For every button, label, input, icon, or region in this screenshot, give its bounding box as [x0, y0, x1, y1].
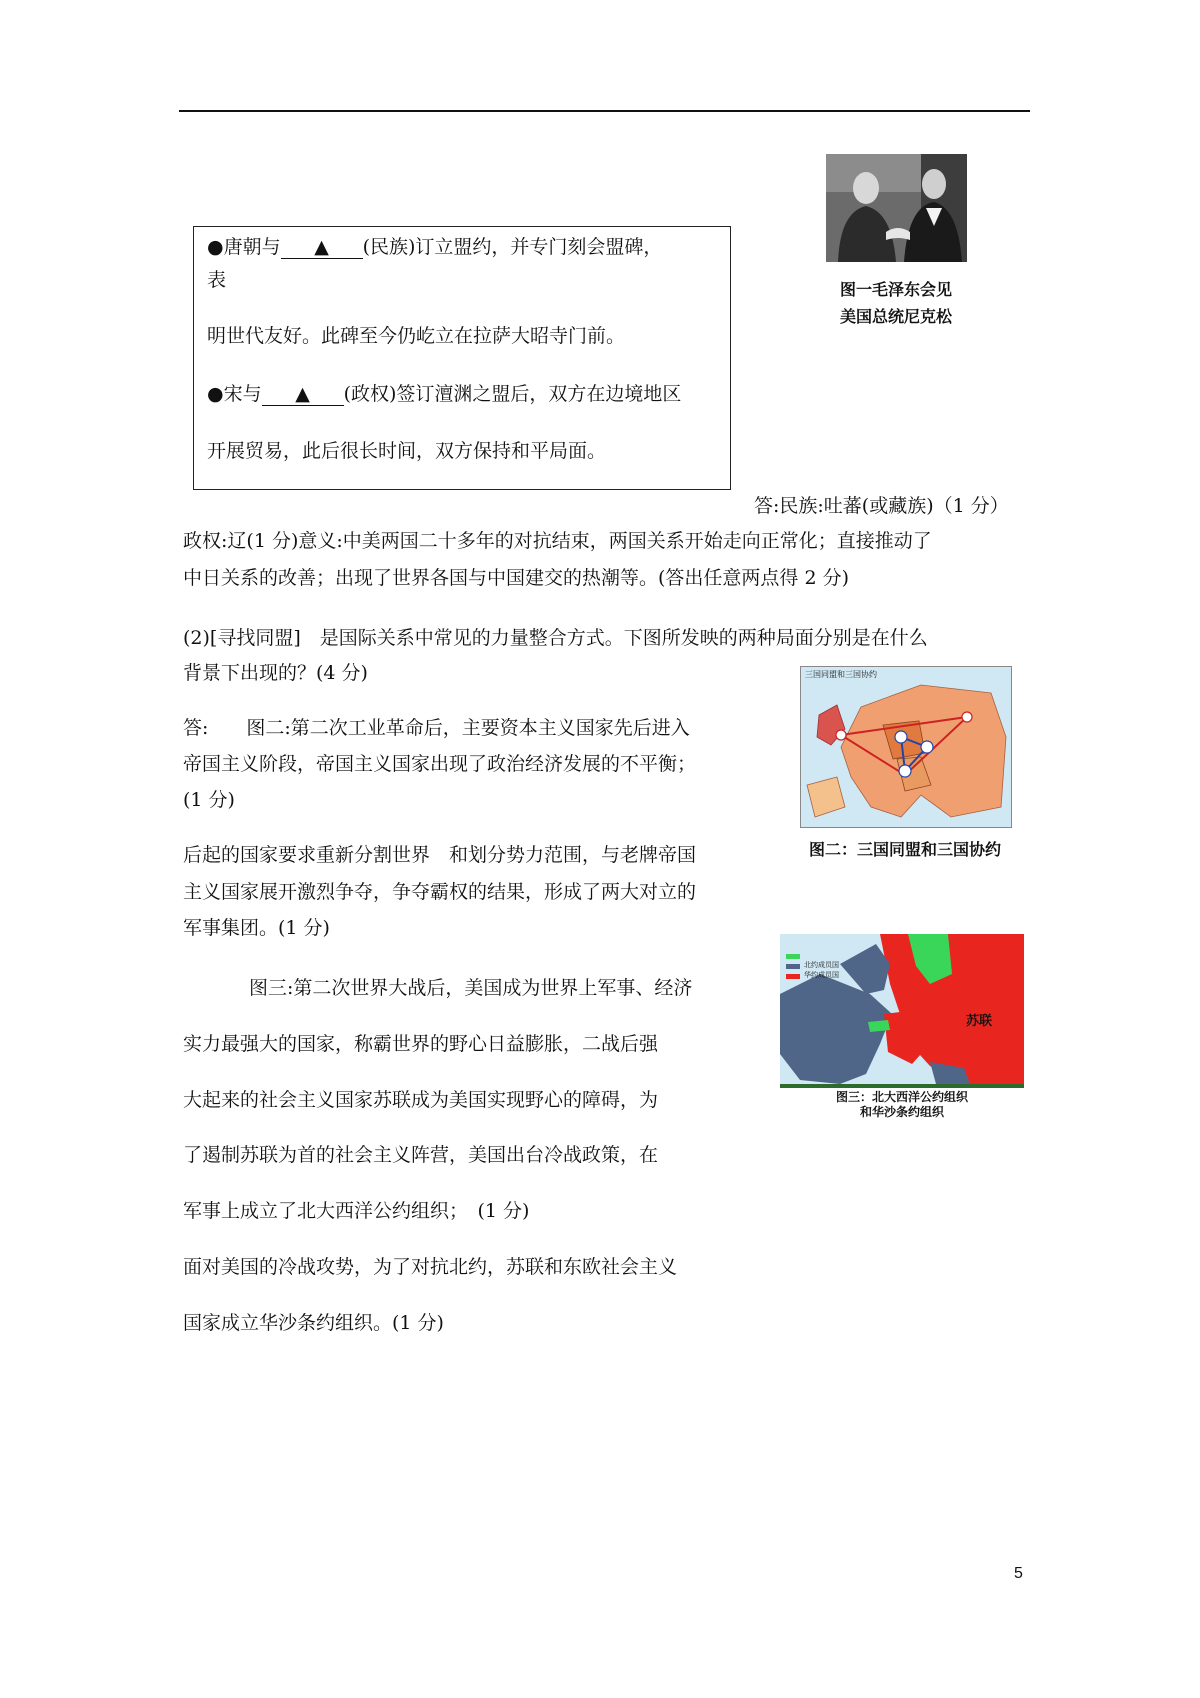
- figure2-caption: 图二：三国同盟和三国协约: [808, 840, 1001, 859]
- figure3-label-ussr: 苏联: [966, 1014, 993, 1029]
- legend-nato: 北约成员国: [804, 961, 839, 969]
- answer2-line5: 主义国家展开激烈争夺，争夺霸权的结果，形成了两大对立的: [183, 881, 697, 903]
- header-rule: [179, 110, 1030, 112]
- answer1-line1: 答:民族:吐蕃(或藏族)（1 分）: [754, 495, 1009, 517]
- question2-line1: (2)[寻找同盟] 是国际关系中常见的力量整合方式。下图所发映的两种局面分别是在什么: [183, 627, 928, 649]
- figure2-map: [800, 666, 1012, 828]
- figure3-caption-line1: 图三：北大西洋公约组织: [835, 1090, 968, 1104]
- blank-regime: ▲: [262, 383, 344, 406]
- figure3-legend: [804, 960, 839, 980]
- figure2-map-title: 三国同盟和三国协约: [805, 670, 877, 679]
- answer2-line3: (1 分): [183, 789, 235, 811]
- blank-ethnic-group: ▲: [281, 236, 363, 259]
- quote-line-2: 明世代友好。此碑至今仍屹立在拉萨大昭寺门前。: [207, 325, 626, 347]
- answer2-line2: 帝国主义阶段，帝国主义国家出现了政治经济发展的不平衡；: [183, 753, 697, 775]
- answer2-line13: 国家成立华沙条约组织。(1 分): [183, 1312, 444, 1334]
- answer2-line12: 面对美国的冷战攻势，为了对抗北约，苏联和东欧社会主义: [183, 1256, 678, 1278]
- answer1-line3: 中日关系的改善；出现了世界各国与中国建交的热潮等。(答出任意两点得 2 分): [183, 567, 849, 589]
- answer2-line6: 军事集团。(1 分): [183, 917, 330, 939]
- figure3-map: [780, 934, 1024, 1118]
- quote-line-3: ●宋与 ▲ (政权)签订澶渊之盟后，双方在边境地区: [207, 383, 682, 405]
- question2-line2: 背景下出现的？(4 分): [183, 662, 368, 684]
- quote-line-1: ●唐朝与 ▲ (民族)订立盟约，并专门刻会盟碑，: [207, 236, 663, 258]
- quote-line-1-wrap: 表: [207, 269, 227, 291]
- answer2-line9: 大起来的社会主义国家苏联成为美国实现野心的障碍，为: [183, 1089, 659, 1111]
- quote-line-4: 开展贸易，此后很长时间，双方保持和平局面。: [207, 440, 607, 462]
- answer2-line4: 后起的国家要求重新分割世界 和划分势力范围，与老牌帝国: [183, 844, 697, 866]
- legend-warsaw: 华约成员国: [804, 971, 839, 979]
- figure3-caption-line2: 和华沙条约组织: [859, 1105, 944, 1118]
- figure1-caption-line2: 美国总统尼克松: [839, 307, 952, 326]
- answer2-line8: 实力最强大的国家，称霸世界的野心日益膨胀，二战后强: [183, 1033, 659, 1055]
- answer1-line2: 政权:辽(1 分)意义:中美两国二十多年的对抗结束，两国关系开始走向正常化；直接推动了: [183, 530, 932, 552]
- answer2-line10: 了遏制苏联为首的社会主义阵营，美国出台冷战政策，在: [183, 1144, 659, 1166]
- answer2-line11: 军事上成立了北大西洋公约组织； (1 分): [183, 1200, 530, 1222]
- figure1-caption-line1: 图一毛泽东会见: [839, 280, 952, 299]
- answer2-line7: 图三:第二次世界大战后，美国成为世界上军事、经济: [249, 977, 693, 999]
- figure1-photo: [826, 154, 967, 262]
- answer2-line1: 答: 图二:第二次工业革命后，主要资本主义国家先后进入: [183, 717, 690, 739]
- page-number: 5: [1014, 1565, 1023, 1582]
